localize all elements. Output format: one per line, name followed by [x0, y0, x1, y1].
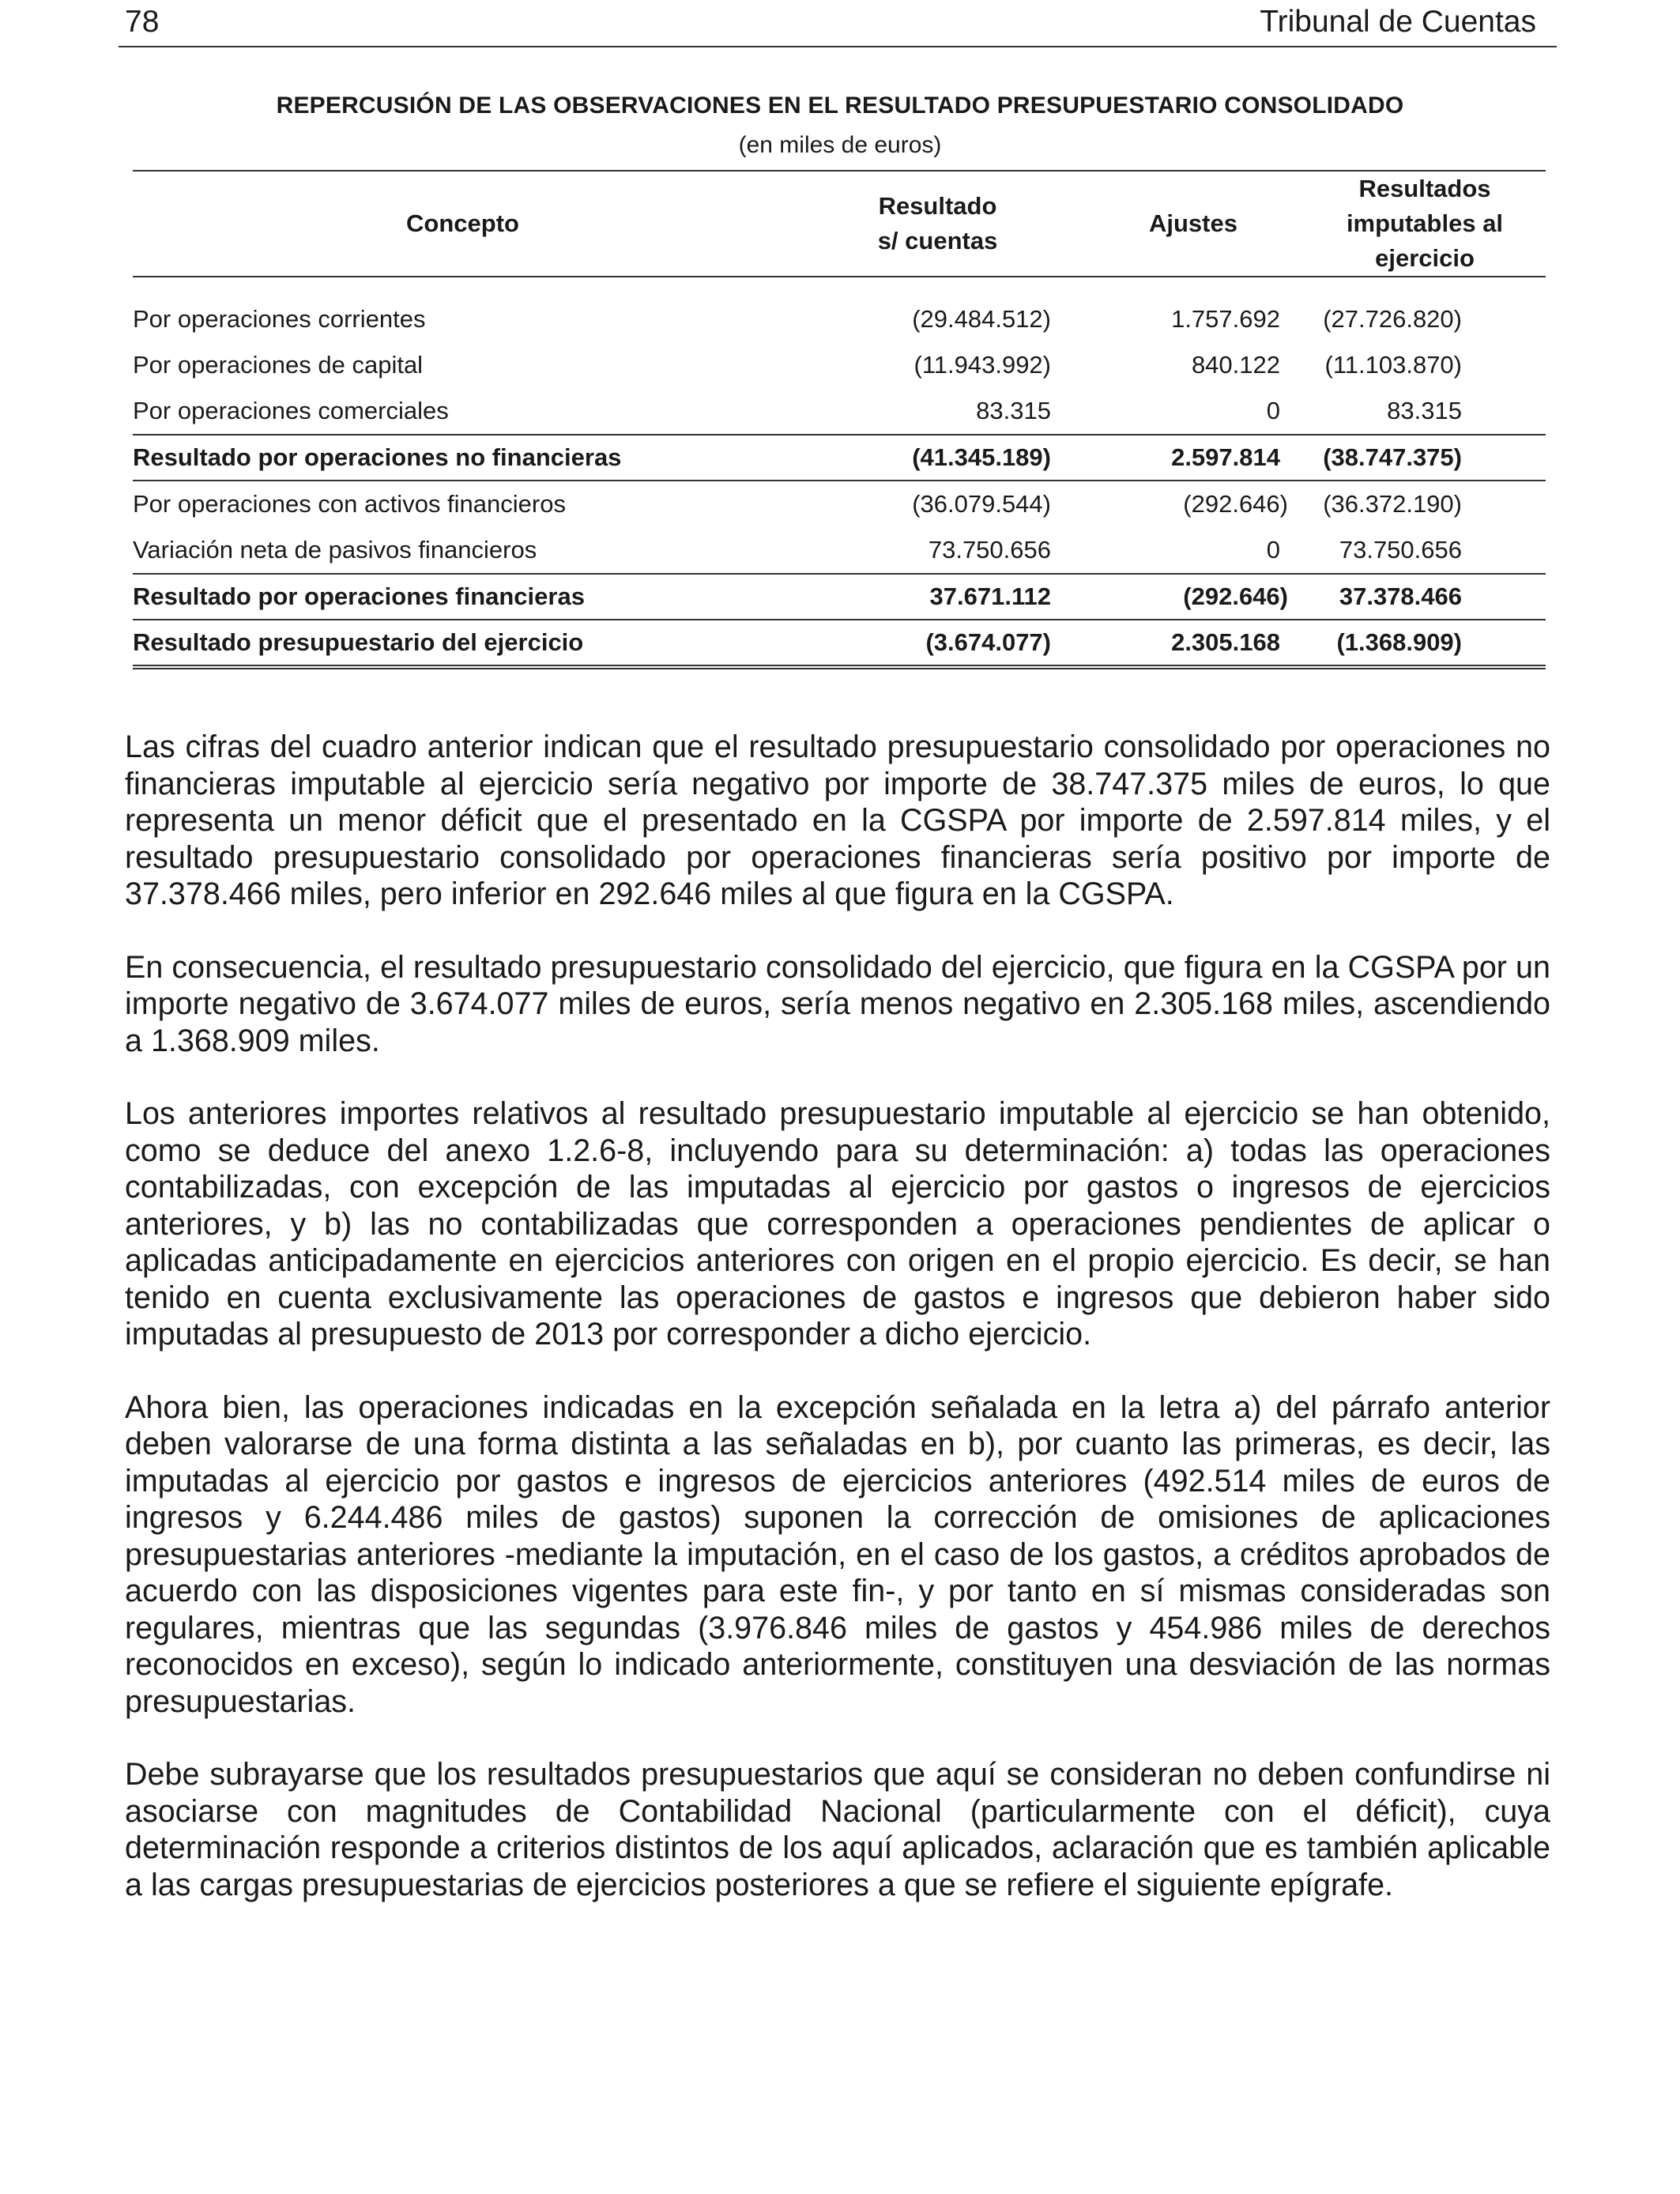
row-resultado: (36.079.544) [912, 490, 1051, 518]
row-ajustes: 0 [1266, 397, 1280, 424]
paragraph: Las cifras del cuadro anterior indican que el resultado presupuestario consolidado por operaciones no financieras imputable al ejercicio sería negativo por importe de 38.747.375 miles de euros, lo que representa un menor déficit que el presentado en la CGSPA por importe de 2.597.814 miles, y el resultado presupuestario consolidado por operaciones financieras sería positivo por importe de 37.378.466 miles, pero inferior en 292.646 miles al que figura en la CGSPA. [125, 729, 1550, 911]
results-table [133, 170, 1546, 669]
row-imputables: (1.368.909) [1304, 620, 1546, 667]
paragraph: Debe subrayarse que los resultados presupuestarios que aquí se consideran no deben confundirse ni asociarse con magnitudes de Contabilidad Nacional (particularmente con el déficit), cuya determinación responde a criterios distintos de los aquí aplicados, aclaración que es también aplicable a las cargas presupuestarias de ejercicios posteriores a que se refiere el siguiente epígrafe. [125, 1757, 1550, 1902]
row-resultado: (29.484.512) [912, 305, 1051, 333]
row-ajustes: 2.305.168 [1083, 620, 1304, 667]
row-concepto: Resultado por operaciones no financieras [133, 435, 793, 481]
row-ajustes: 1.757.692 [1171, 305, 1280, 333]
row-ajustes: (292.646) [1083, 574, 1304, 620]
row-resultado: (11.943.992) [913, 351, 1051, 379]
row-concepto: Resultado por operaciones financieras [133, 574, 793, 620]
row-concepto: Por operaciones comerciales [133, 397, 449, 424]
row-ajustes: 2.597.814 [1083, 435, 1304, 481]
row-ajustes: (292.646) [1183, 490, 1288, 518]
header-imputables: Resultados imputables al ejercicio [1346, 175, 1504, 272]
table-row [133, 481, 1546, 527]
row-resultado: 37.671.112 [793, 574, 1083, 620]
table-row-subtotal [133, 574, 1546, 620]
row-concepto: Por operaciones corrientes [133, 305, 426, 333]
table-row [133, 527, 1546, 574]
row-resultado: 83.315 [976, 397, 1051, 424]
row-resultado: (41.345.189) [793, 435, 1083, 481]
paragraph: Ahora bien, las operaciones indicadas en la excepción señalada en la letra a) del párrafo anterior deben valorarse de una forma distinta a las señaladas en b), por cuanto las primeras, es decir, las imputadas al ejercicio por gastos e ingresos de ejercicios anteriores (492.514 miles de euros de ingresos y 6.244.486 miles de gastos) suponen la corrección de omisiones de aplicaciones presupuestarias anteriores -mediante la imputación, en el caso de los gastos, a créditos aprobados de acuerdo con las disposiciones vigentes para este fin-, y por tanto en sí mismas consideradas son regulares, mientras que las segundas (3.976.846 miles de gastos y 454.986 miles de derechos reconocidos en exceso), según lo indicado anteriormente, constituyen una desviación de las normas presupuestarias. [125, 1389, 1550, 1719]
page-header [119, 0, 1557, 47]
row-imputables: 83.315 [1387, 397, 1462, 424]
table-title: REPERCUSIÓN DE LAS OBSERVACIONES EN EL RESULTADO PRESUPUESTARIO CONSOLIDADO [276, 92, 1404, 119]
header-resultado: Resultado s/ cuentas [877, 192, 998, 254]
row-resultado: 73.750.656 [928, 536, 1051, 564]
table-row [133, 342, 1546, 388]
table-row [133, 296, 1546, 342]
table-header-row [133, 171, 1546, 277]
row-imputables: (38.747.375) [1304, 435, 1546, 481]
paragraph: Los anteriores importes relativos al resultado presupuestario imputable al ejercicio se han obtenido, como se deduce del anexo 1.2.6-8, incluyendo para su determinación: a) todas las operaciones contabilizadas, con excepción de las imputadas al ejercicio por gastos o ingresos de ejercicios anteriores, y b) las no contabilizadas que corresponden a operaciones pendientes de aplicar o aplicadas anticipadamente en ejercicios anteriores con origen en el propio ejercicio. Es decir, se han tenido en cuenta exclusivamente las operaciones de gastos e ingresos que debieron haber sido imputadas al presupuesto de 2013 por corresponder a dicho ejercicio. [125, 1096, 1550, 1351]
body-text [125, 729, 1550, 1940]
row-imputables: (27.726.820) [1323, 305, 1462, 333]
row-imputables: (11.103.870) [1324, 351, 1462, 379]
table-row-total [133, 620, 1546, 667]
row-ajustes: 840.122 [1191, 351, 1280, 379]
row-resultado: (3.674.077) [793, 620, 1083, 667]
page-number: 78 [125, 5, 160, 39]
table-row-subtotal [133, 435, 1546, 481]
row-concepto: Resultado presupuestario del ejercicio [133, 620, 793, 667]
table-unit: (en miles de euros) [738, 132, 942, 158]
row-concepto: Por operaciones con activos financieros [133, 490, 566, 518]
row-imputables: 73.750.656 [1339, 536, 1462, 564]
row-concepto: Por operaciones de capital [133, 351, 424, 379]
header-concepto: Concepto [406, 209, 519, 237]
header-title: Tribunal de Cuentas [1260, 5, 1536, 39]
row-ajustes: 0 [1266, 536, 1280, 564]
row-imputables: (36.372.190) [1323, 490, 1462, 518]
row-concepto: Variación neta de pasivos financieros [133, 536, 537, 564]
paragraph: En consecuencia, el resultado presupuestario consolidado del ejercicio, que figura en la CGSPA por un importe negativo de 3.674.077 miles de euros, sería menos negativo en 2.305.168 miles, ascendiendo a 1.368.909 miles. [125, 949, 1550, 1058]
table-row [133, 388, 1546, 435]
header-ajustes: Ajustes [1149, 209, 1237, 237]
row-imputables: 37.378.466 [1304, 574, 1546, 620]
